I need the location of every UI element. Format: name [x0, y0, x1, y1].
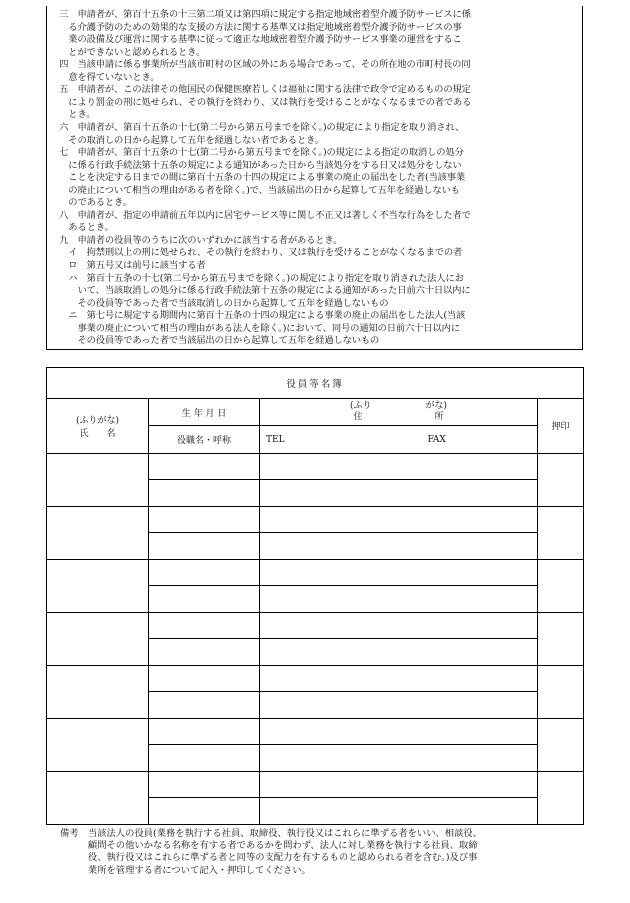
contact-cell[interactable]	[260, 639, 538, 666]
officer-entry-row	[47, 453, 584, 480]
officer-entry-row	[47, 718, 584, 745]
address-cell[interactable]	[260, 453, 538, 480]
seal-cell[interactable]	[538, 718, 584, 771]
clause-line: ロ 第五号又は前号に該当する者	[50, 260, 206, 271]
contact-cell[interactable]	[260, 798, 538, 825]
birthdate-cell[interactable]	[149, 771, 260, 798]
remarks-line: 役、執行役又はこれらに準ずる者と同等の支配力を有するものと認められる者を含む。)及び事	[60, 852, 478, 864]
seal-cell[interactable]	[538, 559, 584, 612]
role-cell[interactable]	[149, 480, 260, 507]
clause-line: イ 拘禁刑以上の刑に処せられ、その執行を終わり、又は執行を受けることがなくなるまでの者	[50, 247, 463, 259]
clause-line: 五 申請者が、この法律その他国民の保健医療若しくは福祉に関する法律で政令で定めるものの規定	[50, 84, 471, 96]
contact-cell[interactable]	[260, 745, 538, 772]
clause-line: その役員等であった者で当該取消しの日から起算して五年を経過しないもの	[50, 297, 389, 309]
clause-line: いて、当該取消しの処分に係る行政手続法第十五条の規定による通知があった日前六十日以内に	[50, 285, 471, 297]
clause-line: 事業の廃止について相当の理由がある法人を除く。)において、同号の通知の日前六十日以内に	[50, 322, 460, 334]
officer-entry-row	[47, 665, 584, 692]
roster-title: 役員等名簿	[47, 368, 584, 399]
address-cell[interactable]	[260, 771, 538, 798]
clause-line: の廃止について相当の理由がある者を除く。)で、当該届出の日から起算して五年を経過しないも	[50, 184, 460, 196]
birthdate-cell[interactable]	[149, 612, 260, 639]
role-cell[interactable]	[149, 586, 260, 613]
contact-header	[260, 426, 538, 454]
clause-line: により罰金の刑に処せられ、その執行を終わり、又は執行を受けることがなくなるまでの者である	[50, 96, 472, 108]
name-cell[interactable]	[47, 506, 149, 559]
clause-line: る介護予防のための効果的な支援の方法に関する基準又は指定地域密着型介護予防サービスの事	[50, 21, 462, 33]
remarks-line: 備考 当該法人の役員(業務を執行する社員、取締役、執行役又はこれらに準ずる者をいい、相談役、	[60, 828, 482, 839]
seal-cell[interactable]	[538, 665, 584, 718]
birthdate-cell[interactable]	[149, 506, 260, 533]
role-cell[interactable]	[149, 639, 260, 666]
address-label: 住 所	[353, 412, 444, 423]
contact-cell[interactable]	[260, 586, 538, 613]
name-cell[interactable]	[47, 453, 149, 506]
seal-cell[interactable]	[538, 771, 584, 824]
clause-line: のであるとき。	[50, 197, 132, 209]
name-cell[interactable]	[47, 771, 149, 824]
address-cell[interactable]	[260, 718, 538, 745]
birthdate-cell[interactable]	[149, 559, 260, 586]
name-cell[interactable]	[47, 718, 149, 771]
address-cell[interactable]	[260, 559, 538, 586]
contact-cell[interactable]	[260, 692, 538, 719]
clause-line: 意を得ていないとき。	[50, 71, 160, 83]
birthdate-cell[interactable]	[149, 665, 260, 692]
officer-entry-row	[47, 612, 584, 639]
remarks-line: 顧問その他いかなる名称を有する者であるかを問わず、法人に対し業務を執行する社員、取締	[60, 840, 478, 852]
officer-entry-row	[47, 506, 584, 533]
officer-entry-row	[47, 771, 584, 798]
clause-line: ハ 第百十五条の十七(第二号から第五号までを除く。)の規定により指定を取り消された法人にお	[50, 272, 464, 284]
clause-line: 七 申請者が、第百十五条の十七(第二号から第五号までを除く。)の規定による指定の取消しの処分	[50, 147, 464, 159]
clause-line: 業の設備及び運営に関する基準に従って適正な地域密着型介護予防サービス事業の運営をするこ	[50, 34, 462, 46]
role-cell[interactable]	[149, 692, 260, 719]
address-cell[interactable]	[260, 665, 538, 692]
birthdate-header: 生 年 月 日	[149, 398, 260, 426]
fax-label: FAX	[427, 434, 446, 445]
birthdate-cell[interactable]	[149, 453, 260, 480]
clause-line: 三 申請者が、第百十五条の十三第二項又は第四項に規定する指定地域密着型介護予防サービスに係	[50, 9, 471, 20]
remarks-line: 業所を管理する者について記入・押印してください。	[60, 864, 311, 876]
clause-line: とができないと認められるとき。	[50, 46, 206, 58]
clause-line: ことを決定する日までの間に第百十五条の十四の規定による事業の廃止の届出をした者(当該事業	[50, 172, 466, 184]
clause-line: その取消しの日から起算して五年を経過しない者であるとき。	[50, 134, 325, 146]
role-cell[interactable]	[149, 798, 260, 825]
contact-cell[interactable]	[260, 533, 538, 560]
name-header	[47, 398, 149, 453]
clause-line: とき。	[50, 109, 96, 121]
clause-line: その役員等であった者で当該届出の日から起算して五年を経過しないもの	[50, 335, 380, 347]
name-cell[interactable]	[47, 665, 149, 718]
name-label: 氏 名	[79, 428, 116, 439]
furigana-label: (ふりがな)	[75, 415, 120, 426]
birthdate-cell[interactable]	[149, 718, 260, 745]
officer-entry-row	[47, 559, 584, 586]
address-header	[260, 398, 538, 426]
clause-line: 九 申請者の役員等のうちに次のいずれかに該当する者があるとき。	[50, 234, 343, 246]
address-cell[interactable]	[260, 506, 538, 533]
clause-line: ニ 第七号に規定する期間内に第百十五条の十四の規定による事業の廃止の届出をした法人(当該	[50, 310, 466, 322]
role-cell[interactable]	[149, 533, 260, 560]
officer-roster-table	[46, 367, 584, 825]
role-cell[interactable]	[149, 745, 260, 772]
seal-cell[interactable]	[538, 506, 584, 559]
seal-header: 押印	[538, 398, 584, 453]
role-header: 役職名・呼称	[149, 426, 260, 454]
clause-line: 四 当該申請に係る事業所が当該市町村の区域の外にある場合であって、その所在地の市町村長の同	[50, 59, 471, 71]
tel-label: TEL	[266, 434, 285, 445]
clause-line: 六 申請者が、第百十五条の十七(第二号から第五号までを除く。)の規定により指定を取り消され、	[50, 121, 465, 133]
clause-line: あるとき。	[50, 222, 114, 234]
name-cell[interactable]	[47, 612, 149, 665]
contact-cell[interactable]	[260, 480, 538, 507]
seal-cell[interactable]	[538, 612, 584, 665]
clause-line: 八 申請者が、指定の申請前五年以内に居宅サービス等に関し不正又は著しく不当な行為をした者で	[50, 209, 471, 221]
seal-cell[interactable]	[538, 453, 584, 506]
clause-line: に係る行政手続法第十五条の規定による通知があった日から当該処分をする日又は処分をしない	[50, 159, 462, 171]
address-furigana-label: (ふり がな)	[349, 401, 448, 412]
name-cell[interactable]	[47, 559, 149, 612]
address-cell[interactable]	[260, 612, 538, 639]
